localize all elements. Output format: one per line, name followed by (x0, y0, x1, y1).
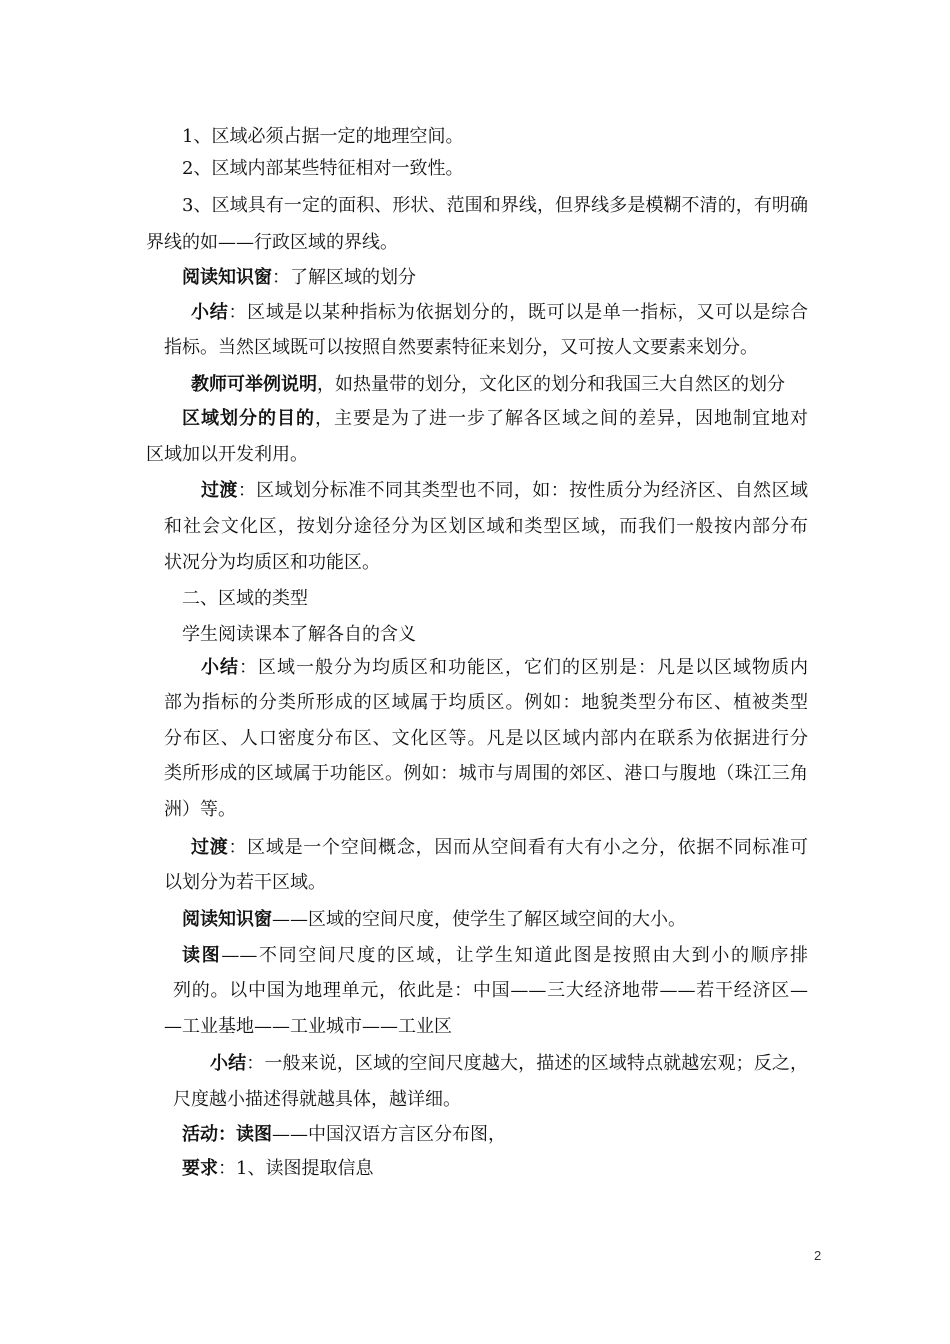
bold-label: 区域划分的目的 (182, 408, 315, 429)
text-line: 1、区域必须占据一定的地理空间。 (182, 126, 464, 147)
bold-label: 活动：读图 (182, 1124, 272, 1145)
text-line (182, 945, 808, 967)
text-line (182, 1124, 506, 1146)
text-line (201, 480, 808, 502)
text-line: 3、区域具有一定的面积、形状、范围和界线，但界线多是模糊不清的，有明确 (182, 195, 808, 216)
text-line: 分布区、人口密度分布区、文化区等。凡是以区域内部内在联系为依据进行分 (164, 728, 808, 749)
text-span: ：了解区域的划分 (272, 267, 416, 288)
text-line: 指标。当然区域既可以按照自然要素特征来划分，又可按人文要素来划分。 (164, 337, 758, 358)
text-span: ：一般来说，区域的空间尺度越大，描述的区域特点就越宏观；反之， (246, 1053, 808, 1074)
text-line: 以划分为若干区域。 (164, 872, 326, 893)
text-span: ：区域划分标准不同其类型也不同，如：按性质分为经济区、自然区域 (237, 480, 808, 501)
text-span: ，主要是为了进一步了解各区域之间的差异，因地制宜地对 (315, 408, 808, 429)
text-line (191, 837, 808, 859)
text-line: 类所形成的区域属于功能区。例如：城市与周围的郊区、港口与腹地（珠江三角 (164, 763, 808, 784)
bold-label: 过渡 (201, 480, 238, 501)
bold-label: 小结 (191, 302, 229, 323)
bold-label: 阅读知识窗 (182, 909, 272, 930)
text-line: 列的。以中国为地理单元，依此是：中国——三大经济地带——若干经济区— (173, 980, 808, 1001)
text-line: 二、区域的类型 (182, 588, 308, 609)
bold-label: 过渡 (191, 837, 229, 858)
text-span: ——中国汉语方言区分布图， (272, 1124, 506, 1145)
text-line (201, 657, 808, 679)
bold-label: 阅读知识窗 (182, 267, 272, 288)
text-line: 部为指标的分类所形成的区域属于均质区。例如：地貌类型分布区、植被类型 (164, 692, 808, 713)
bold-label: 教师可举例说明 (191, 374, 317, 395)
text-line (182, 408, 808, 430)
text-line: 2、区域内部某些特征相对一致性。 (182, 158, 464, 179)
text-line: 区域加以开发利用。 (146, 444, 308, 465)
bold-label: 小结 (210, 1053, 247, 1074)
text-line: —工业基地——工业城市——工业区 (164, 1016, 452, 1037)
text-span: ：区域是一个空间概念，因而从空间看有大有小之分，依据不同标准可 (228, 837, 808, 858)
text-line (191, 302, 808, 324)
text-span: ：区域一般分为均质区和功能区，它们的区别是：凡是以区域物质内 (239, 657, 808, 678)
bold-label: 读图 (182, 945, 222, 966)
text-line: 洲）等。 (164, 799, 236, 820)
bold-label: 小结 (201, 657, 239, 678)
text-span: ：1、读图提取信息 (218, 1158, 374, 1179)
bold-label: 要求 (182, 1158, 218, 1179)
text-span: ，如热量带的划分，文化区的划分和我国三大自然区的划分 (317, 374, 785, 395)
text-line: 状况分为均质区和功能区。 (164, 552, 380, 573)
text-line: 学生阅读课本了解各自的含义 (182, 624, 416, 645)
text-line (182, 267, 416, 289)
text-span: ：区域是以某种指标为依据划分的，既可以是单一指标，又可以是综合 (228, 302, 808, 323)
text-span: ——区域的空间尺度，使学生了解区域空间的大小。 (272, 909, 686, 930)
text-line (210, 1053, 808, 1075)
text-line (182, 909, 686, 931)
text-line: 尺度越小描述得就越具体，越详细。 (173, 1089, 461, 1110)
text-line (191, 374, 785, 396)
text-line: 和社会文化区，按划分途径分为区划区域和类型区域，而我们一般按内部分布 (164, 516, 808, 537)
text-span: ——不同空间尺度的区域，让学生知道此图是按照由大到小的顺序排 (221, 945, 809, 966)
text-line: 界线的如——行政区域的界线。 (146, 232, 398, 253)
page-number: 2 (814, 1248, 822, 1263)
text-line (182, 1158, 373, 1180)
